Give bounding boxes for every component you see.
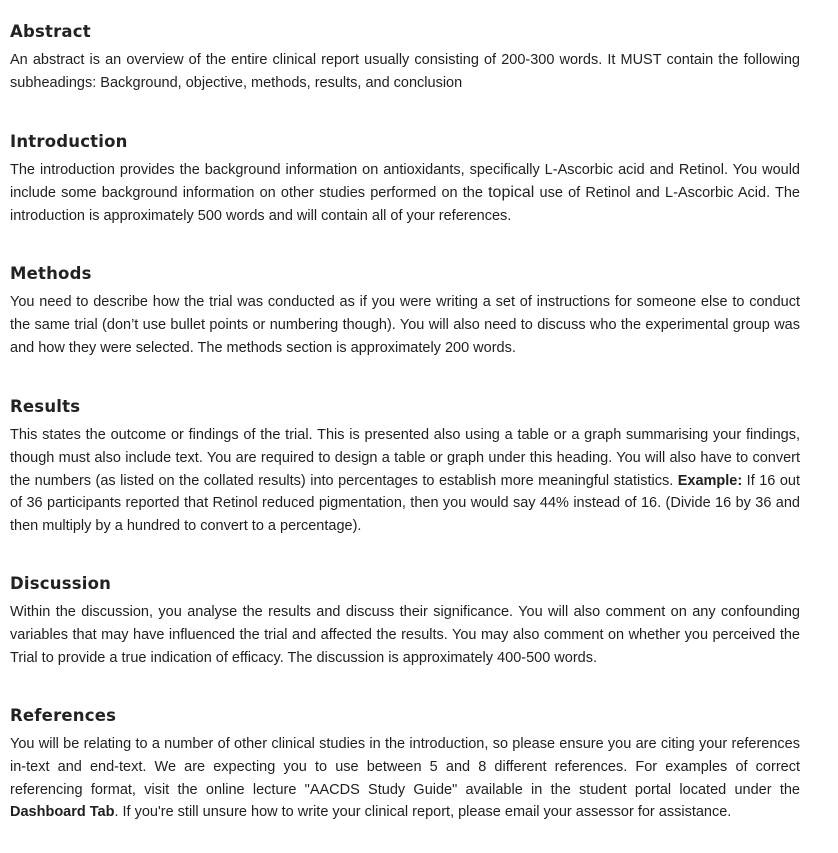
references-section <box>10 704 800 824</box>
introduction-emphasis-word: topical <box>488 183 535 201</box>
abstract-text: An abstract is an overview of the entire clinical report usually consisting of 200-300 words. It MUST contain the following subheadings: Background, objective, methods, results, and conclusion <box>10 52 800 91</box>
results-example-text: If 16 out of 36 participants reported that Retinol reduced pigmentation, then you would say 44% instead of 16. (Divide 16 by 36 and then multiply by a hundred to convert to a percentage). <box>10 472 800 535</box>
discussion-section <box>10 572 800 669</box>
discussion-text: Within the discussion, you analyse the results and discuss their significance. You will also comment on any confounding variables that may have influenced the trial and affected the results. You may also comment on whether you perceived the Trial to provide a true indication of efficacy. The discussion is approximately 400-500 words. <box>10 604 800 666</box>
methods-section <box>10 262 800 359</box>
methods-heading: Methods <box>10 264 92 283</box>
abstract-heading: Abstract <box>10 22 91 41</box>
references-text-part-2: . If you're still unsure how to write your clinical report, please email your assessor for assistance. <box>114 804 732 821</box>
references-heading: References <box>10 706 117 725</box>
results-heading: Results <box>10 397 81 416</box>
methods-text: You need to describe how the trial was conducted as if you were writing a set of instructions for someone else to conduct the same trial (don’t use bullet points or numbering though). You will also need to discuss who the experimental group was and how they were selected. The methods section is approximately 200 words. <box>10 294 800 356</box>
introduction-text <box>10 159 800 227</box>
discussion-heading: Discussion <box>10 574 112 593</box>
references-text-part-1: You will be relating to a number of other clinical studies in the introduction, so please ensure you are citing your references in-text and end-text. We are expecting you to use between 5 and 8 different references. For examples of correct referencing format, visit the online lecture "AACDS Study Guide" available in the student portal located under the <box>10 736 800 798</box>
results-text-main: This states the outcome or findings of the trial. This is presented also using a table or a graph summarising your findings, though must also include text. You are required to design a table or graph under this heading. You will also have to convert the numbers (as listed on the collated results) into percentages to establish more meaningful statistics. <box>10 427 800 489</box>
abstract-section <box>10 20 800 95</box>
results-text <box>10 424 800 538</box>
dashboard-tab-label: Dashboard Tab <box>10 804 115 821</box>
introduction-text-part-2: use of Retinol and L-Ascorbic Acid. The introduction is approximately 500 words and will contain all of your references. <box>10 184 800 224</box>
results-section <box>10 395 800 538</box>
introduction-section <box>10 130 800 227</box>
results-example-label: Example: <box>677 472 743 489</box>
introduction-heading: Introduction <box>10 132 128 151</box>
references-text <box>10 733 800 824</box>
introduction-text-part-1: The introduction provides the background information on antioxidants, specifically L-Ascorbic acid and Retinol. You would include some background information on other studies performed on the <box>10 162 800 201</box>
